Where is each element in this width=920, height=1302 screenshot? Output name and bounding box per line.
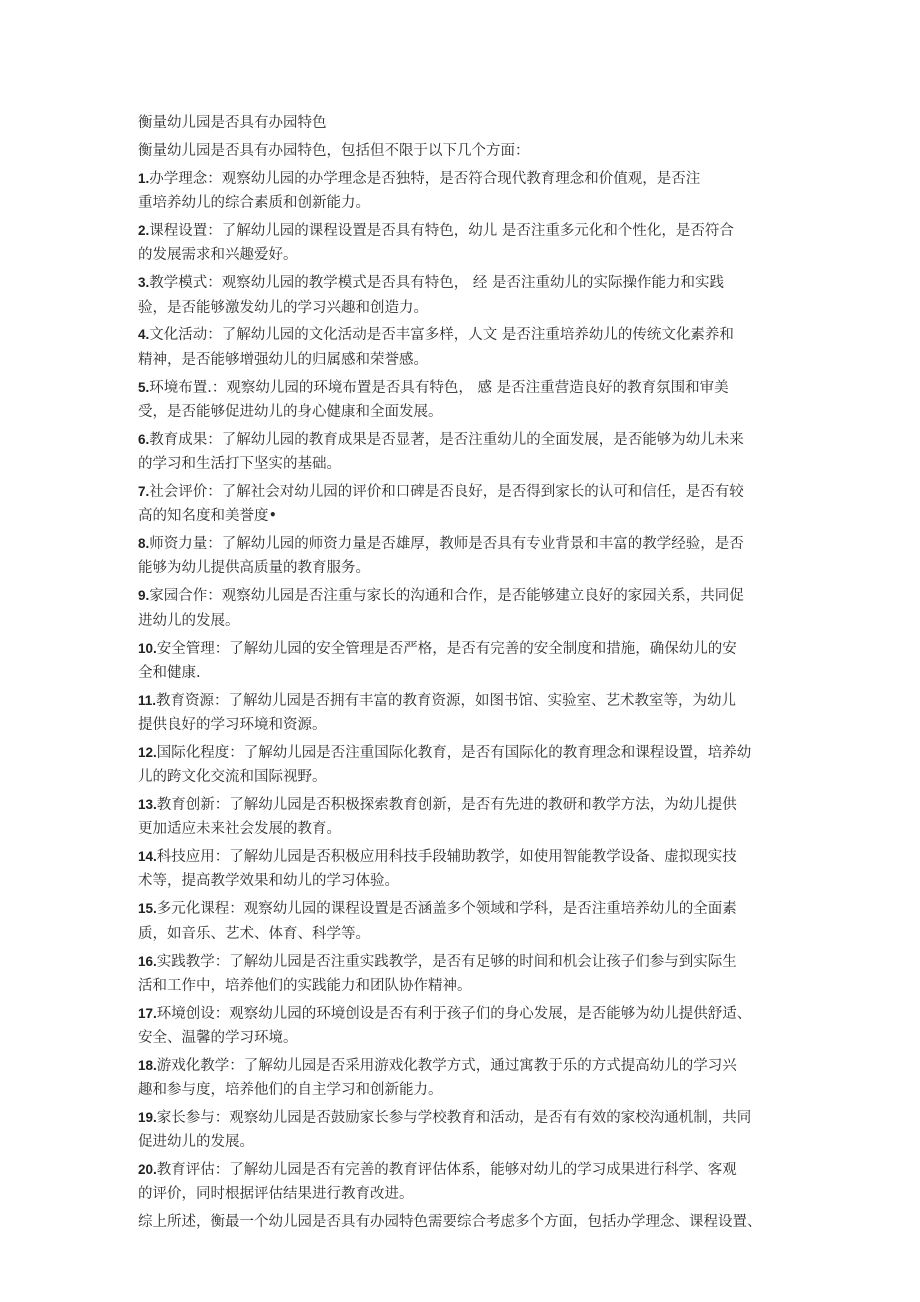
list-item xyxy=(138,1002,798,1054)
list-item-line xyxy=(138,219,798,243)
list-item xyxy=(138,897,798,949)
list-item-text: 游戏化教学：了解幼儿园是否采用游戏化教学方式，通过寓教于乐的方式提高幼儿的学习兴 xyxy=(156,1057,737,1074)
list-item xyxy=(138,1054,798,1106)
list-item-line xyxy=(138,323,798,347)
list-item xyxy=(138,637,798,689)
list-item-text: 安全管理：了解幼儿园的安全管理是否严格，是否有完善的安全制度和措施，确保幼儿的安 xyxy=(156,640,737,657)
list-item-number: 14. xyxy=(138,849,157,865)
list-item xyxy=(138,532,798,584)
list-item-line xyxy=(138,271,798,295)
list-item-line xyxy=(138,1054,798,1078)
list-item-continuation: 质，如音乐、艺术、体育、科学等。 xyxy=(138,925,370,942)
list-item-line xyxy=(138,845,798,869)
list-item-continuation: 重培养幼儿的综合素质和创新能力。 xyxy=(138,195,370,212)
list-item-continuation: 儿的跨文化交流和国际视野。 xyxy=(138,769,327,786)
list-item xyxy=(138,584,798,636)
list-item-number: 9. xyxy=(138,588,150,604)
document-title: 衡量幼儿园是否具有办园特色 xyxy=(138,115,327,131)
list-item-continuation: 活和工作中，培养他们的实践能力和团队协作精神。 xyxy=(138,977,472,994)
list-item-continuation: 更加适应未来社会发展的教育。 xyxy=(138,821,341,838)
list-item-text: 家园合作：观察幼儿园是否注重与家长的沟通和合作，是否能够建立良好的家园关系，共同促 xyxy=(149,588,744,605)
list-item-number: 13. xyxy=(138,797,157,813)
list-item-line xyxy=(138,167,798,191)
list-item-text: 科技应用：了解幼儿园是否积极应用科技手段辅助教学，如使用智能教学设备、虚拟现实技 xyxy=(156,849,737,866)
list-item-continuation: 促进幼儿的发展。 xyxy=(138,1134,254,1151)
intro-paragraph: 衡量幼儿园是否具有办园特色，包括但不限于以下几个方面： xyxy=(138,142,530,159)
list-item-line xyxy=(138,1158,798,1182)
list-item-number: 3. xyxy=(138,275,150,291)
list-item-text: 实践教学：了解幼儿园是否注重实践教学，是否有足够的时间和机会让孩子们参与到实际生 xyxy=(156,953,737,970)
list-item-text: 国际化程度：了解幼儿园是否注重国际化教育，是否有国际化的教育理念和课程设置，培养幼 xyxy=(156,744,752,761)
conclusion-paragraph: 综上所述，衡最一个幼儿园是否具有办园特色需要综合考虑多个方面，包括办学理念、课程设置、 xyxy=(138,1214,762,1231)
list-item-line xyxy=(138,950,798,974)
list-item-number: 15. xyxy=(138,901,157,917)
list-item-text: 环境创设：观察幼儿园的环境创设是否有利于孩子们的身心发展，是否能够为幼儿提供舒适、 xyxy=(156,1005,752,1022)
list-item-continuation: 提供良好的学习环境和资源。 xyxy=(138,716,327,733)
list-item-line xyxy=(138,480,798,504)
list-item-continuation: 术等，提高教学效果和幼儿的学习体验。 xyxy=(138,873,399,890)
list-item-text: 教学模式：观察幼儿园的教学模式是否具有特色， 经 是否注重幼儿的实际操作能力和实践 xyxy=(149,275,724,292)
list-item xyxy=(138,167,798,219)
list-item-text: 社会评价：了解社会对幼儿园的评价和口碑是否良好，是否得到家长的认可和信任，是否有较 xyxy=(149,484,744,500)
list-item-continuation: 趣和参与度，培养他们的自主学习和创新能力。 xyxy=(138,1082,443,1099)
list-item-number: 19. xyxy=(138,1110,157,1126)
list-item xyxy=(138,323,798,375)
list-item-text: 教育评估：了解幼儿园是否有完善的教育评估体系，能够对幼儿的学习成果进行科学、客观 xyxy=(156,1162,737,1179)
list-item-continuation: 验，是否能够激发幼儿的学习兴趣和创造力。 xyxy=(138,299,428,316)
list-item-line xyxy=(138,428,798,452)
list-item-line xyxy=(138,584,798,608)
list-item-number: 10. xyxy=(138,640,157,656)
list-item-continuation: 受，是否能够促进幼儿的身心健康和全面发展。 xyxy=(138,403,443,420)
list-item-text: 环境布置.：观察幼儿园的环境布置是否具有特色， 感 是否注重营造良好的教育氛围和审美 xyxy=(149,379,729,396)
list-item xyxy=(138,1106,798,1158)
list-item-text: 办学理念：观察幼儿园的办学理念是否独特，是否符合现代教育理念和价值观，是否注 xyxy=(149,170,701,187)
list-item-text: 文化活动：了解幼儿园的文化活动是否丰富多样，人文 是否注重培养幼儿的传统文化素养和 xyxy=(149,327,734,344)
list-item-continuation: 安全、温馨的学习环境。 xyxy=(138,1029,298,1046)
list-item-number: 7. xyxy=(138,484,150,499)
list-item-text: 教育资源：了解幼儿园是否拥有丰富的教育资源，如图书馆、实验室、艺术教室等，为幼儿 xyxy=(156,692,737,709)
list-item xyxy=(138,428,798,480)
list-item-text: 课程设置：了解幼儿园的课程设置是否具有特色，幼儿 是否注重多元化和个性化，是否符合 xyxy=(149,223,734,240)
list-item-text: 教育成果：了解幼儿园的教育成果是否显著，是否注重幼儿的全面发展，是否能够为幼儿未来 xyxy=(149,431,744,448)
list-item-number: 2. xyxy=(138,223,150,239)
list-item-number: 20. xyxy=(138,1162,157,1178)
list-item-text: 家长参与：观察幼儿园是否鼓励家长参与学校教育和活动，是否有有效的家校沟通机制，共同 xyxy=(156,1110,752,1127)
list-item-number: 5. xyxy=(138,379,150,395)
list-item xyxy=(138,793,798,845)
list-item xyxy=(138,950,798,1002)
list-item-continuation: 的发展需求和兴趣爱好。 xyxy=(138,247,298,264)
list-item-line xyxy=(138,741,798,765)
list-item xyxy=(138,271,798,323)
list-item-text: 教育创新：了解幼儿园是否积极探索教育创新，是否有先进的教研和教学方法，为幼儿提供 xyxy=(156,797,737,814)
list-item-number: 16. xyxy=(138,953,157,969)
list-item-number: 6. xyxy=(138,431,150,447)
list-item-line xyxy=(138,689,798,713)
list-item-number: 4. xyxy=(138,327,150,343)
list-item-number: 8. xyxy=(138,536,150,552)
list-item-line xyxy=(138,793,798,817)
list-item-line xyxy=(138,1106,798,1130)
list-item-continuation: 的评价，同时根据评估结果进行教育改进。 xyxy=(138,1186,414,1203)
list-item-line xyxy=(138,532,798,556)
list-item xyxy=(138,1158,798,1210)
list-item-continuation: 高的知名度和美誉度• xyxy=(138,508,278,525)
list-item xyxy=(138,480,798,532)
list-item-line xyxy=(138,897,798,921)
list-item-continuation: 能够为幼儿提供高质量的教育服务。 xyxy=(138,560,370,577)
list-item-line xyxy=(138,1002,798,1026)
list-item-number: 12. xyxy=(138,744,157,760)
list-item-continuation: 的学习和生活打下坚实的基础。 xyxy=(138,456,341,473)
list-item xyxy=(138,689,798,741)
list-item-line xyxy=(138,376,798,400)
document-page xyxy=(138,111,798,1235)
list-item-line xyxy=(138,637,798,661)
list-item xyxy=(138,376,798,428)
list-item-number: 17. xyxy=(138,1005,157,1021)
criteria-list xyxy=(138,167,798,1210)
list-item-number: 1. xyxy=(138,170,150,186)
list-item-text: 多元化课程：观察幼儿园的课程设置是否涵盖多个领域和学科，是否注重培养幼儿的全面素 xyxy=(156,901,737,918)
list-item xyxy=(138,741,798,793)
list-item-continuation: 精神，是否能够增强幼儿的归属感和荣誉感。 xyxy=(138,351,428,368)
list-item-continuation: 进幼儿的发展。 xyxy=(138,612,240,629)
list-item xyxy=(138,219,798,271)
list-item-text: 师资力量：了解幼儿园的师资力量是否雄厚，教师是否具有专业背景和丰富的教学经验，是否 xyxy=(149,536,744,553)
list-item-number: 18. xyxy=(138,1057,157,1073)
list-item xyxy=(138,845,798,897)
list-item-number: 11. xyxy=(138,692,157,708)
list-item-continuation: 全和健康. xyxy=(138,664,201,681)
